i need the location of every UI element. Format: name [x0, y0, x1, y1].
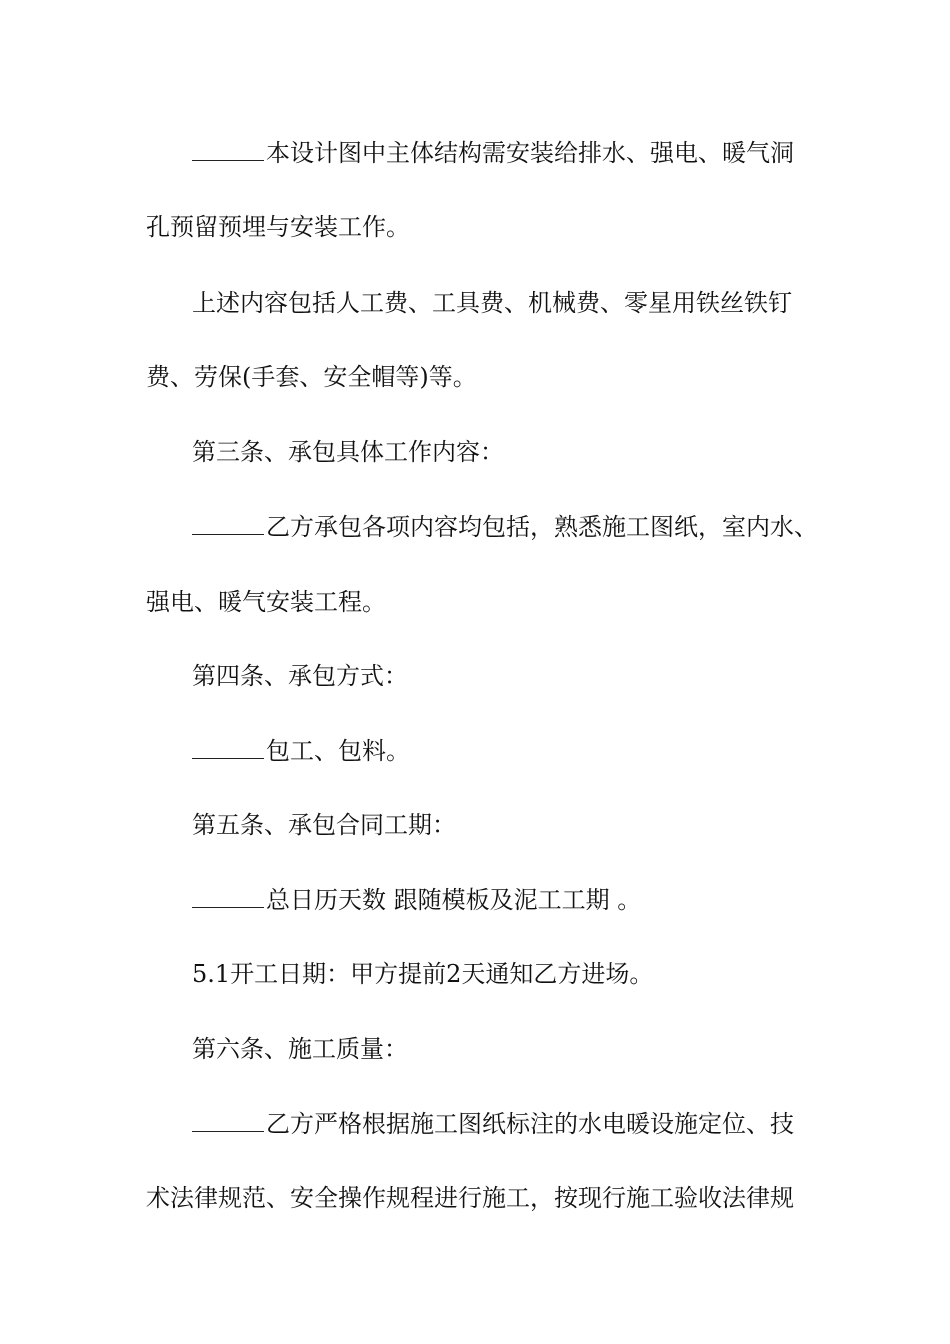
fill-in-blank — [192, 881, 264, 908]
paragraph-line: 5.1开工日期：甲方提前2天通知乙方进场。 — [192, 960, 654, 988]
paragraph-line: 费、劳保(手套、安全帽等)等。 — [146, 363, 477, 391]
paragraph-line: 总日历天数 跟随模板及泥工工期 。 — [192, 880, 842, 920]
section-heading: 第六条、施工质量： — [192, 1035, 408, 1063]
fill-in-blank — [192, 508, 264, 535]
paragraph-line: 术法律规范、安全操作规程进行施工，按现行施工验收法律规 — [146, 1184, 794, 1212]
paragraph-line: 包工、包料。 — [192, 731, 842, 771]
fill-in-blank — [192, 1105, 264, 1132]
paragraph-line: 乙方严格根据施工图纸标注的水电暖设施定位、技 — [192, 1104, 842, 1144]
section-heading: 第三条、承包具体工作内容： — [192, 438, 504, 466]
paragraph-line: 强电、暖气安装工程。 — [146, 588, 386, 616]
fill-in-blank — [192, 732, 264, 759]
section-heading: 第五条、承包合同工期： — [192, 811, 456, 839]
section-heading: 第四条、承包方式： — [192, 662, 408, 690]
paragraph-line: 乙方承包各项内容均包括，熟悉施工图纸，室内水、 — [192, 507, 842, 547]
paragraph-line: 本设计图中主体结构需安装给排水、强电、暖气洞 — [192, 133, 842, 173]
fill-in-blank — [192, 134, 264, 161]
paragraph-line: 上述内容包括人工费、工具费、机械费、零星用铁丝铁钉 — [192, 289, 792, 317]
paragraph-line: 孔预留预埋与安装工作。 — [146, 213, 410, 241]
